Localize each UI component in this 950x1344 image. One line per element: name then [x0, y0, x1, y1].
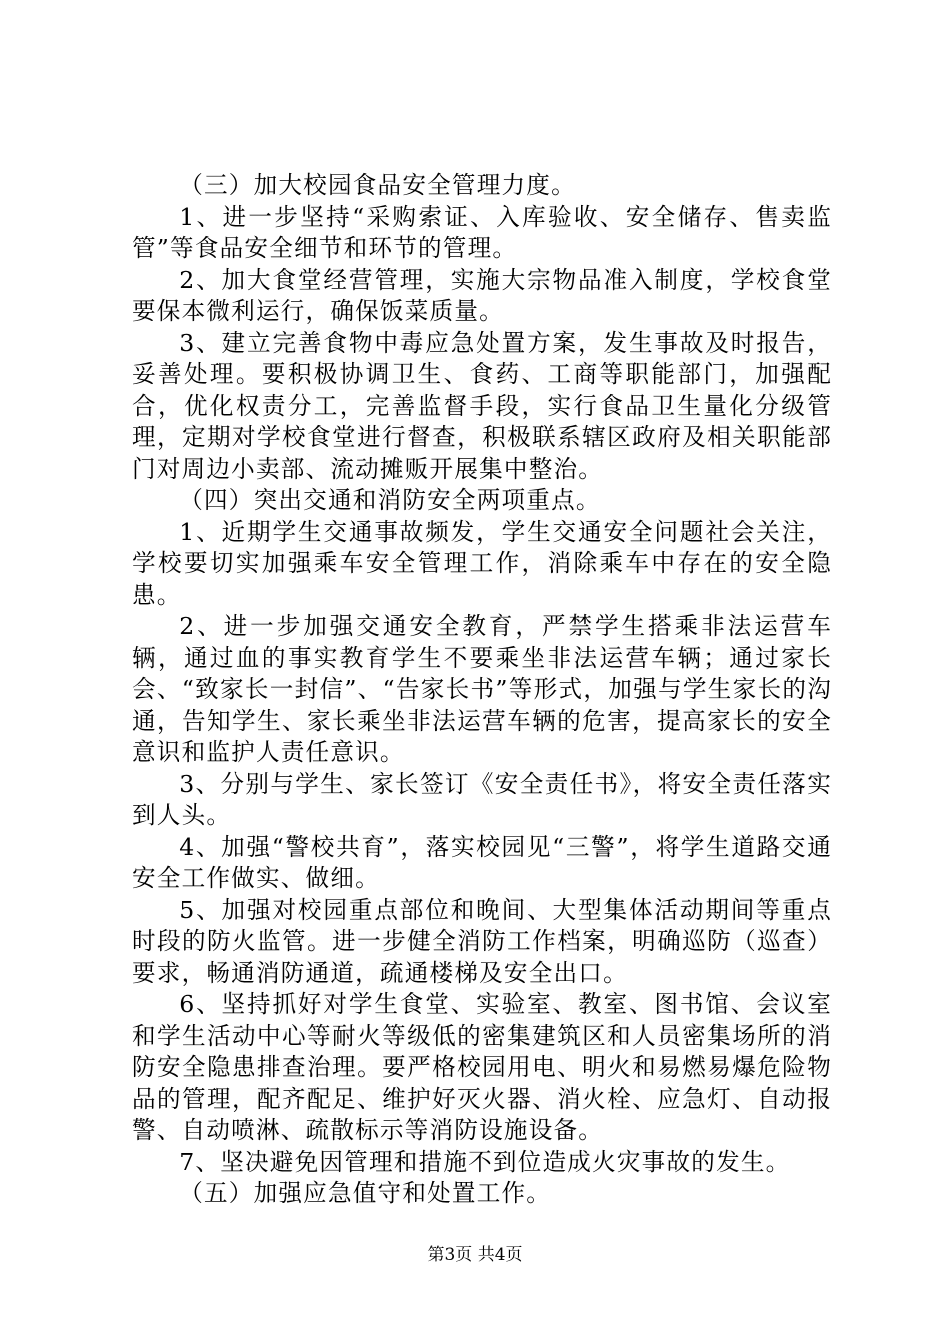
page-number-footer: 第3页 共4页: [427, 1245, 523, 1265]
paragraph: 6、坚持抓好对学生食堂、实验室、教室、图书馆、会议室和学生活动中心等耐火等级低的密集建筑区和人员密集场所的消防安全隐患排查治理。要严格校园用电、明火和易燃易爆危险物品的管理，配齐配足、维护好灭火器、消火栓、应急灯、自动报警、自动喷淋、疏散标示等消防设施设备。: [132, 990, 832, 1144]
paragraph: 2、加大食堂经营管理，实施大宗物品准入制度，学校食堂要保本微利运行，确保饭菜质量。: [132, 265, 832, 325]
document-body: [132, 170, 832, 1210]
paragraph: 7、坚决避免因管理和措施不到位造成火灾事故的发生。: [179, 1147, 791, 1176]
paragraph: 4、加强“警校共育”，落实校园见“三警”，将学生道路交通安全工作做实、做细。: [132, 832, 832, 892]
paragraph: 3、分别与学生、家长签订《安全责任书》，将安全责任落实到人头。: [132, 769, 832, 829]
section-heading-4: （四）突出交通和消防安全两项重点。: [179, 486, 601, 514]
paragraph: 3、建立完善食物中毒应急处置方案，发生事故及时报告，妥善处理。要积极协调卫生、食药、工商等职能部门，加强配合，优化权责分工，完善监督手段，实行食品卫生量化分级管理，定期对学校食堂进行督查，积极联系辖区政府及相关职能部门对周边小卖部、流动摊贩开展集中整治。: [132, 328, 832, 483]
paragraph: 5、加强对校园重点部位和晚间、大型集体活动期间等重点时段的防火监管。进一步健全消防工作档案，明确巡防（巡查）要求，畅通消防通道，疏通楼梯及安全出口。: [132, 895, 832, 987]
section-heading-3: （三）加大校园食品安全管理力度。: [179, 171, 576, 199]
paragraph: 1、进一步坚持“采购索证、入库验收、安全储存、售卖监管”等食品安全细节和环节的管理。: [132, 202, 832, 262]
paragraph: 2、进一步加强交通安全教育，严禁学生搭乘非法运营车辆，通过血的事实教育学生不要乘坐非法运营车辆；通过家长会、“致家长一封信”、“告家长书”等形式，加强与学生家长的沟通，告知学生、家长乘坐非法运营车辆的危害，提高家长的安全意识和监护人责任意识。: [132, 612, 832, 766]
paragraph: 1、近期学生交通事故频发，学生交通安全问题社会关注，学校要切实加强乘车安全管理工作，消除乘车中存在的安全隐患。: [132, 517, 832, 609]
section-heading-5: （五）加强应急值守和处置工作。: [179, 1179, 552, 1207]
